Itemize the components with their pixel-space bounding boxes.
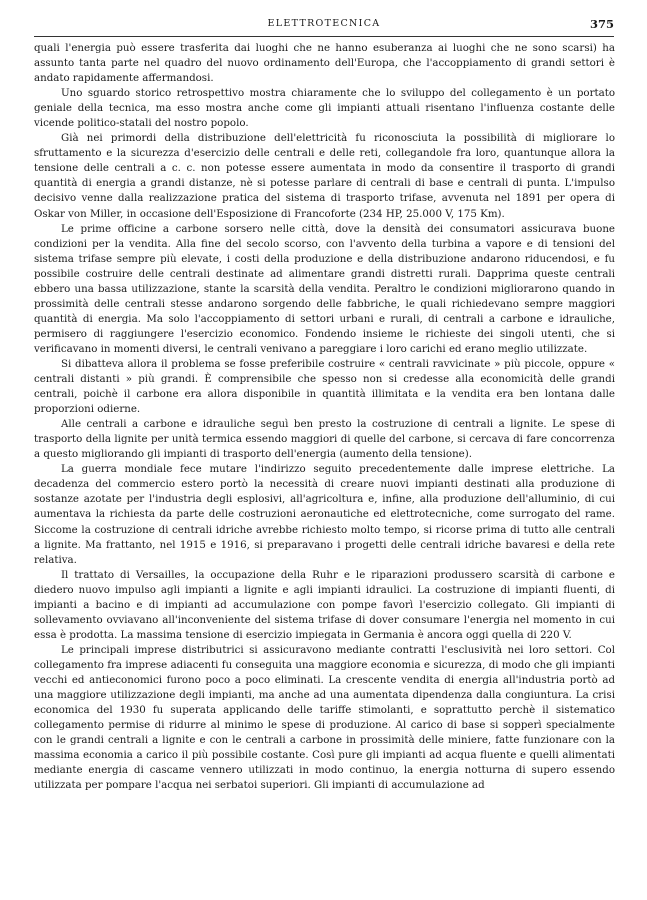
paragraph: La guerra mondiale fece mutare l'indirizzo seguito precedentemente dalle imprese elettriche. La decadenza del commercio estero portò la necessità di creare nuovi impianti destinati alla produzione di sostanze azotate per l'industria degli esplosivi, all'agricoltura e, infine, alla produzione dell'alluminio, di cui aumentava la richiesta da parte delle costruzioni aeronautiche ed elettrotecniche, come surrogato del rame. Siccome la costruzione di centrali idriche avrebbe richiesto molto tempo, si ricorse prima di tutto alle centrali a lignite. Ma frattanto, nel 1915 e 1916, si preparavano i progetti delle centrali idriche bavaresi e della rete relativa. [34, 463, 615, 566]
paragraph: Si dibatteva allora il problema se fosse preferibile costruire « centrali ravvicinate » più piccole, oppure « centrali distanti » più grandi. È comprensibile che spesso non si credesse alla economicità delle grandi centrali, poichè il carbone era allora disponibile in quantità illimitata e la vendita era ben lontana dalle proporzioni odierne. [34, 357, 615, 416]
body-text [34, 41, 615, 793]
paragraph: Alle centrali a carbone e idrauliche seguì ben presto la costruzione di centrali a lignite. Le spese di trasporto della lignite per unità termica essendo maggiori di quelle del carbone, si cercava di fare concorrenza a questo migliorando gli impianti di trasporto dell'energia (aumento della tensione). [34, 418, 615, 461]
running-title: ELETTROTECNICA [267, 18, 381, 29]
paragraph: Il trattato di Versailles, la occupazione della Ruhr e le riparazioni produssero scarsità di carbone e diedero nuovo impulso agli impianti a lignite e agli impianti idraulici. La costruzione di impianti fluenti, di impianti a bacino e di impianti ad accumulazione con pompe favorì l'esercizio collegato. Gli impianti di sollevamento ovviavano all'inconveniente del sistema trifase di dover consumare l'energia nel momento in cui essa è prodotta. La massima tensione di esercizio impiegata in Germania è ancora oggi quella di 220 V. [34, 568, 615, 641]
paragraph: Già nei primordi della distribuzione dell'elettricità fu riconosciuta la possibilità di migliorare lo sfruttamento e la sicurezza d'esercizio delle centrali e delle reti, collegandole fra loro, quantunque allora la tensione delle centrali a c. c. non potesse essere aumentata in modo da consentire il trasporto di grandi quantità di energia a grandi distanze, nè si potesse parlare di centrali di base e centrali di punta. L'impulso decisivo venne dalla realizzazione pratica del sistema di trasporto trifase, avvenuta nel 1891 per opera di Oskar von Miller, in occasione dell'Esposizione di Francoforte (234 HP, 25.000 V, 175 Km). [34, 132, 615, 220]
paragraph: quali l'energia può essere trasferita dai luoghi che ne hanno esuberanza ai luoghi che ne sono scarsi) ha assunto tanta parte nel quadro del nuovo ordinamento dell'Europa, che l'accoppiamento di grandi settori è andato rapidamente affermandosi. [34, 42, 615, 85]
paragraph: Le principali imprese distributrici si assicuravono mediante contratti l'esclusività nei loro settori. Col collegamento fra imprese adiacenti fu conseguita una maggiore economia e sicurezza, di modo che gli impianti vecchi ed antieconomici furono poco a poco eliminati. La crescente vendita di energia all'industria portò ad una maggiore utilizzazione degli impianti, ma anche ad una aumentata dipendenza dalla congiuntura. La crisi economica del 1930 fu superata applicando delle tariffe stimolanti, e soprattutto perchè il sistematico collegamento permise di ridurre al minimo le spese di produzione. Al carico di base si sopperì specialmente con le grandi centrali a lignite e con le centrali a carbone in prossimità delle miniere, fatte funzionare con la massima economia a carico il più possibile costante. Così pure gli impianti ad acqua fluente e quelli alimentati mediante energia di cascame vennero utilizzati in modo continuo, la energia notturna di supero essendo utilizzata per pompare l'acqua nei serbatoi superiori. Gli impianti di accumulazione ad [34, 643, 615, 792]
paragraph: Le prime officine a carbone sorsero nelle città, dove la densità dei consumatori assicurava buone condizioni per la vendita. Alla fine del secolo scorso, con l'avvento della turbina a vapore e di tensioni del sistema trifase sempre più elevate, i costi della produzione e della distribuzione andarono riducendosi, e fu possibile costruire delle centrali destinate ad alimentare grandi distretti rurali. Dapprima queste centrali ebbero una bassa utilizzazione, stante la scarsità della vendita. Peraltro le condizioni migliorarono quando in prossimità delle centrali stesse andarono sorgendo delle fabbriche, le quali richiedevano sempre maggiori quantità di energia. Ma solo l'accoppiamento di settori urbani e rurali, di centrali a carbone e idrauliche, permisero di raggiungere l'esercizio economico. Fondendo insieme le richieste dei singoli utenti, che si verificavano in momenti diversi, le centrali venivano a pareggiare i loro carichi ed erano meglio utilizzate. [34, 222, 615, 355]
page-header [34, 17, 614, 33]
paragraph: Uno sguardo storico retrospettivo mostra chiaramente che lo sviluppo del collegamento è un portato geniale della tecnica, ma esso mostra anche come gli impianti attuali risentano l'influenza costante delle vicende politico-statali del nostro popolo. [34, 87, 615, 130]
header-rule [34, 36, 614, 37]
page-number: 375 [589, 17, 614, 31]
